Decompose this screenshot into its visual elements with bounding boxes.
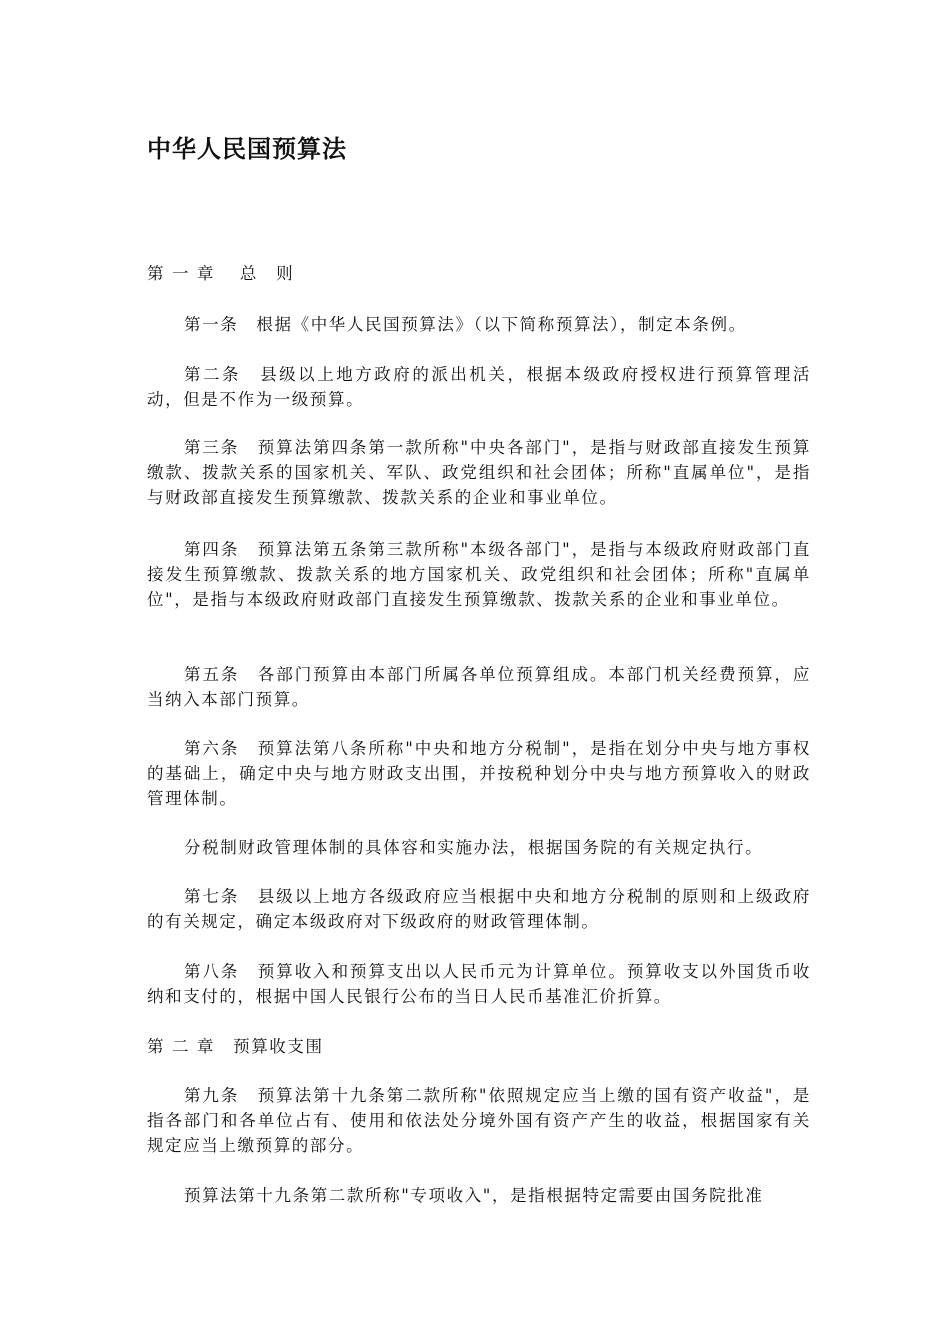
paragraph-article-4: 第四条 预算法第五条第三款所称"本级各部门"，是指与本级政府财政部门直接发生预算缴款、拨款关系的地方国家机关、政党组织和社会团体；所称"直属单位"，是指与本级政府财政部门直接发生预算缴款、拨款关系的企业和事业单位。 [147,540,811,609]
paragraph-article-1: 第一条 根据《中华人民国预算法》（以下简称预算法），制定本条例。 [184,315,747,334]
paragraph-article-6-continued: 分税制财政管理体制的具体容和实施办法，根据国务院的有关规定执行。 [184,838,764,857]
chapter-heading: 第 一 章 总 则 [147,264,295,283]
document-title: 中华人民国预算法 [147,135,347,163]
paragraph-article-2: 第二条 县级以上地方政府的派出机关，根据本级政府授权进行预算管理活动，但是不作为一级预算。 [147,365,811,409]
paragraph-article-8: 第八条 预算收入和预算支出以人民币元为计算单位。预算收支以外国货币收纳和支付的，根据中国人民银行公布的当日人民币基准汇价折算。 [147,962,811,1006]
paragraph-article-7: 第七条 县级以上地方各级政府应当根据中央和地方分税制的原则和上级政府的有关规定，确定本级政府对下级政府的财政管理体制。 [147,887,811,931]
chapter-heading: 第 二 章 预算收支围 [147,1037,324,1056]
paragraph-article-5: 第五条 各部门预算由本部门所属各单位预算组成。本部门机关经费预算，应当纳入本部门预算。 [147,665,811,709]
paragraph-article-9: 第九条 预算法第十九条第二款所称"依照规定应当上缴的国有资产收益"，是指各部门和各单位占有、使用和依法处分境外国有资产产生的收益，根据国家有关规定应当上缴预算的部分。 [147,1086,811,1155]
paragraph-article-6: 第六条 预算法第八条所称"中央和地方分税制"，是指在划分中央与地方事权的基础上，确定中央与地方财政支出围，并按税种划分中央与地方预算收入的财政管理体制。 [147,739,811,808]
paragraph-article-3: 第三条 预算法第四条第一款所称"中央各部门"，是指与财政部直接发生预算缴款、拨款关系的国家机关、军队、政党组织和社会团体；所称"直属单位"，是指与财政部直接发生预算缴款、拨款关系的企业和事业单位。 [147,438,811,507]
paragraph-article-9-continued: 预算法第十九条第二款所称"专项收入"，是指根据特定需要由国务院批准 [184,1186,764,1205]
